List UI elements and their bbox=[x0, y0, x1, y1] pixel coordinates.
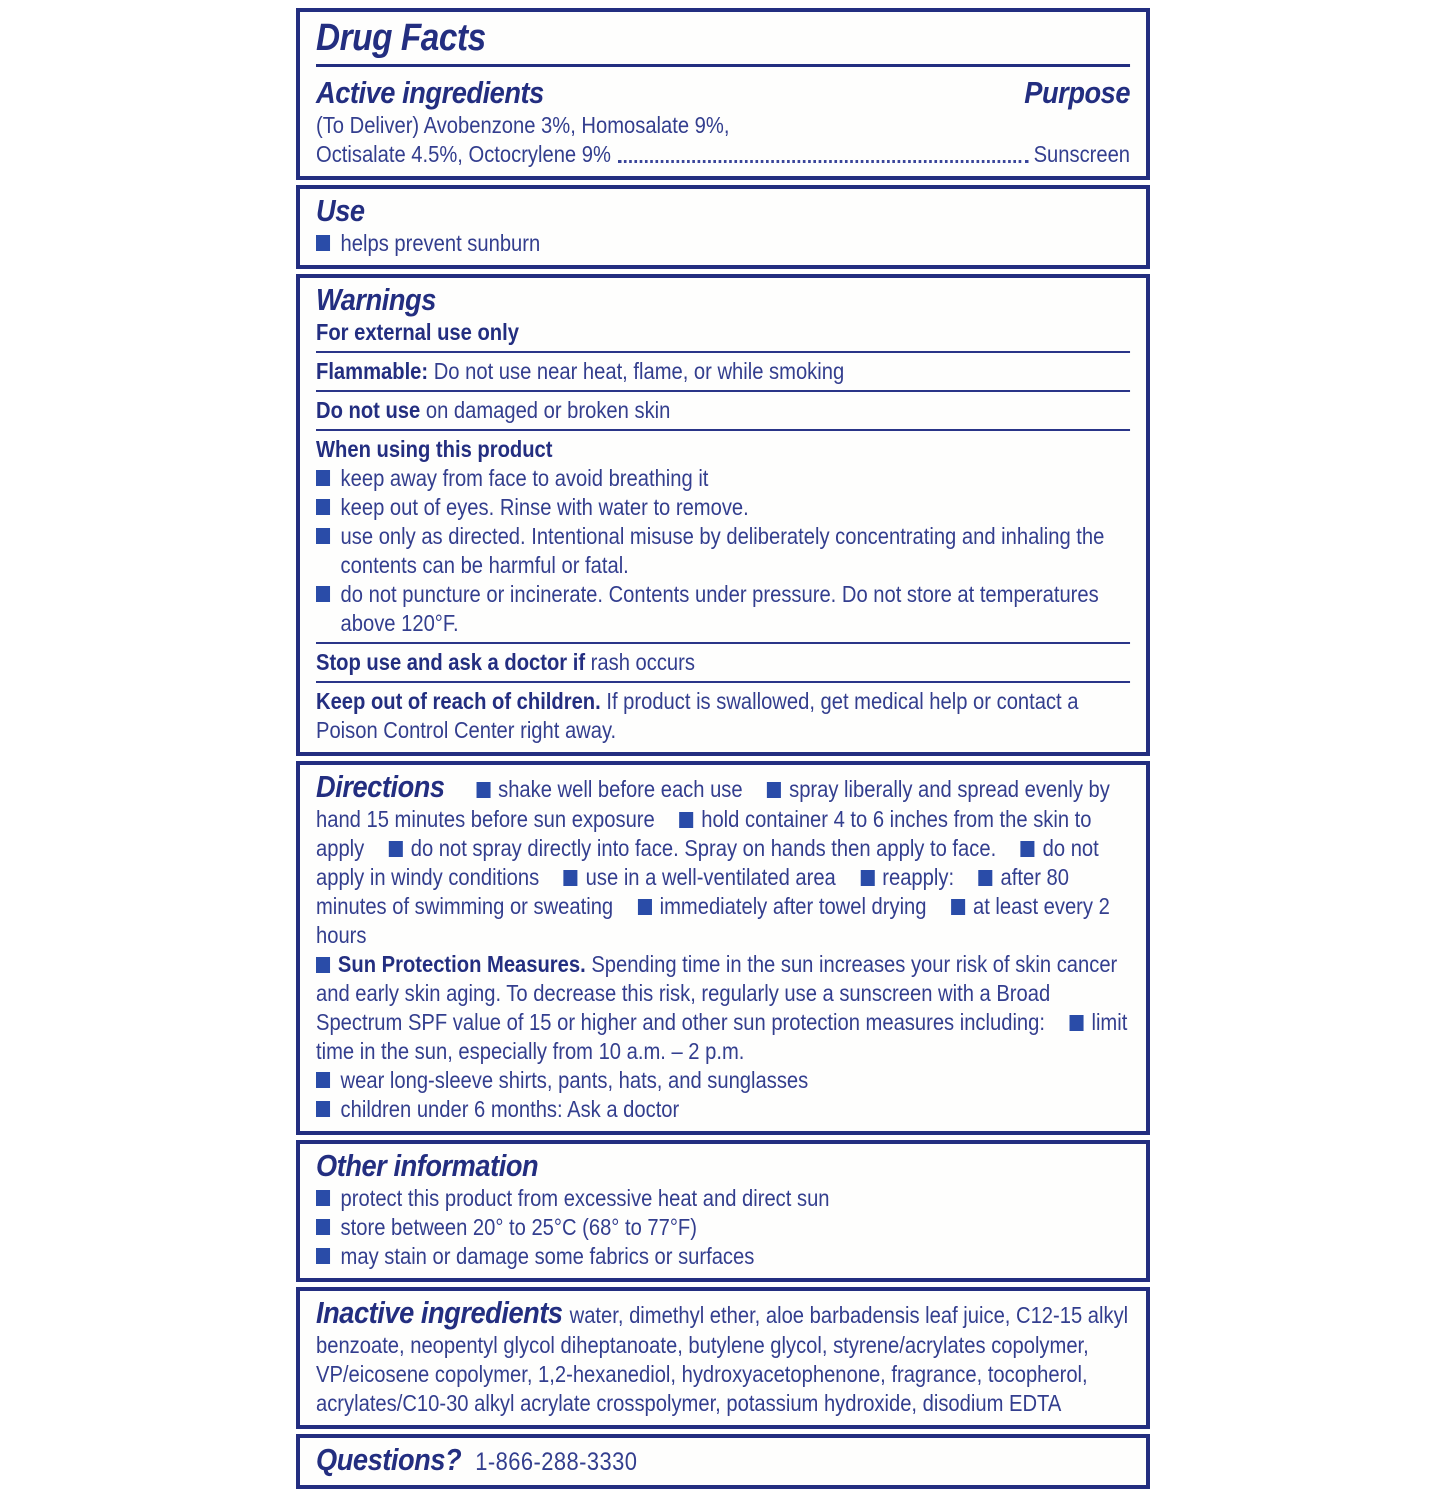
direction-item: shake well before each use bbox=[452, 776, 743, 802]
bullet-square-icon bbox=[1021, 841, 1035, 857]
flammable-bold: Flammable: bbox=[316, 358, 429, 384]
section-use bbox=[296, 185, 1150, 269]
bullet-square-icon bbox=[316, 528, 330, 544]
direction-item: do not spray directly into face. Spray on hands then apply to face. bbox=[364, 835, 996, 861]
sun-protection-bullet: wear long-sleeve shirts, pants, hats, and sunglasses bbox=[316, 1066, 1130, 1095]
warnings-heading: Warnings bbox=[316, 282, 436, 317]
do-not-use-text: on damaged or broken skin bbox=[420, 397, 671, 423]
bullet-square-icon bbox=[316, 1248, 330, 1264]
sun-protection-body: Spending time in the sun increases your risk of skin cancer and early skin aging. To decrease this risk, regularly use a sunscreen with a Broad Spectrum SPF value of 15 or higher and other sun protection measures including: bbox=[316, 951, 1118, 1035]
bullet-square-icon bbox=[979, 870, 993, 886]
active-ingredients-header-row bbox=[316, 74, 1130, 111]
section-divider bbox=[316, 351, 1130, 353]
section-divider bbox=[316, 681, 1130, 683]
bullet-square-icon bbox=[951, 899, 965, 915]
questions-phone-number: 1-866-288-3330 bbox=[475, 1448, 638, 1476]
other-information-heading: Other information bbox=[316, 1148, 539, 1183]
warning-bullet bbox=[316, 522, 1130, 580]
use-bullet-text: helps prevent sunburn bbox=[340, 230, 541, 256]
other-info-bullet: store between 20° to 25°C (68° to 77°F) bbox=[316, 1213, 1130, 1242]
directions-flow bbox=[316, 768, 1130, 950]
direction-item: limit time in the sun, especially from 10 a.m. – 2 p.m. bbox=[316, 1009, 1128, 1064]
direction-item: use in a well-ventilated area bbox=[539, 864, 836, 890]
bullet-square-icon bbox=[316, 1219, 330, 1235]
active-ingredients-line-1: (To Deliver) Avobenzone 3%, Homosalate 9%, bbox=[316, 112, 730, 138]
drug-facts-title: Drug Facts bbox=[316, 17, 486, 59]
title-divider bbox=[316, 64, 1130, 67]
section-divider bbox=[316, 642, 1130, 644]
do-not-use-line bbox=[316, 396, 1130, 425]
section-title-active bbox=[296, 8, 1150, 180]
bullet-square-icon bbox=[316, 586, 330, 602]
warning-bullet bbox=[316, 464, 1130, 493]
direction-item: immediately after towel drying bbox=[613, 893, 926, 919]
inactive-ingredients-heading: Inactive ingredients bbox=[316, 1295, 563, 1330]
stop-use-text: rash occurs bbox=[585, 649, 695, 675]
use-heading: Use bbox=[316, 193, 365, 228]
active-ingredients-line-2 bbox=[316, 140, 1130, 169]
direction-item: hold container 4 to 6 inches from the skin to apply bbox=[316, 806, 1092, 861]
questions-row bbox=[316, 1441, 1130, 1478]
keep-out-bold: Keep out of reach of children. bbox=[316, 688, 601, 714]
warning-bullet-text: do not puncture or incinerate. Contents under pressure. Do not store at temperatures above 120°F. bbox=[340, 581, 1099, 636]
active-ingredients-heading: Active ingredients bbox=[316, 75, 544, 110]
bullet-square-icon bbox=[564, 870, 578, 886]
section-divider bbox=[316, 390, 1130, 392]
direction-item: after 80 minutes of swimming or sweating bbox=[316, 864, 1069, 919]
do-not-use-bold: Do not use bbox=[316, 397, 421, 423]
purpose-heading: Purpose bbox=[1024, 75, 1131, 110]
warning-bullet bbox=[316, 493, 1130, 522]
flammable-text: Do not use near heat, flame, or while smoking bbox=[428, 358, 845, 384]
drug-facts-label bbox=[296, 8, 1150, 1494]
direction-item: do not apply in windy conditions bbox=[316, 835, 1099, 890]
keep-out-of-reach-text bbox=[316, 687, 1130, 745]
bullet-square-icon bbox=[316, 1072, 330, 1088]
bullet-square-icon bbox=[389, 841, 403, 857]
other-info-bullet: protect this product from excessive heat and direct sun bbox=[316, 1184, 1130, 1213]
bullet-square-icon bbox=[316, 957, 330, 973]
section-divider bbox=[316, 429, 1130, 431]
warning-bullet bbox=[316, 580, 1130, 638]
external-use-text: For external use only bbox=[316, 319, 519, 345]
direction-item: spray liberally and spread evenly by hand 15 minutes before sun exposure bbox=[316, 776, 1110, 832]
other-info-bullet: may stain or damage some fabrics or surfaces bbox=[316, 1242, 1130, 1271]
bullet-square-icon bbox=[767, 782, 781, 798]
section-warnings bbox=[296, 274, 1150, 756]
bullet-square-icon bbox=[1070, 1015, 1084, 1031]
warning-bullet-text: keep out of eyes. Rinse with water to remove. bbox=[340, 494, 749, 520]
bullet-square-icon bbox=[316, 235, 330, 251]
direction-item: at least every 2 hours bbox=[316, 893, 1110, 948]
stop-use-bold: Stop use and ask a doctor if bbox=[316, 649, 586, 675]
stop-use-line bbox=[316, 648, 1130, 677]
flammable-line bbox=[316, 357, 1130, 386]
warning-bullet-text: use only as directed. Intentional misuse by deliberately concentrating and inhaling the contents can be harmful or fatal. bbox=[340, 523, 1105, 578]
section-inactive-ingredients bbox=[296, 1287, 1150, 1429]
bullet-square-icon bbox=[679, 812, 693, 828]
sun-protection-text bbox=[316, 950, 1130, 1066]
use-bullet bbox=[316, 229, 1130, 258]
section-other-information bbox=[296, 1140, 1150, 1282]
directions-heading: Directions bbox=[316, 769, 445, 804]
keep-out-text: If product is swallowed, get medical help or contact a Poison Control Center right away. bbox=[316, 688, 1079, 743]
bullet-square-icon bbox=[860, 870, 874, 886]
sun-protection-bullet: children under 6 months: Ask a doctor bbox=[316, 1095, 1130, 1124]
bullet-square-icon bbox=[316, 1101, 330, 1117]
direction-item: reapply: bbox=[836, 864, 954, 890]
when-using-heading: When using this product bbox=[316, 436, 553, 462]
bullet-square-icon bbox=[476, 782, 490, 798]
bullet-square-icon bbox=[316, 470, 330, 486]
bullet-square-icon bbox=[316, 1190, 330, 1206]
warning-bullet-text: keep away from face to avoid breathing it bbox=[340, 465, 709, 491]
purpose-value: Sunscreen bbox=[1033, 141, 1131, 167]
section-questions bbox=[296, 1434, 1150, 1489]
active-ingredients-names: Octisalate 4.5%, Octocrylene 9% bbox=[316, 141, 611, 167]
bullet-square-icon bbox=[638, 899, 652, 915]
inactive-ingredients-paragraph bbox=[316, 1294, 1130, 1418]
questions-heading: Questions? bbox=[316, 1442, 462, 1477]
bullet-square-icon bbox=[316, 499, 330, 515]
dotted-leader bbox=[618, 160, 1028, 163]
section-directions bbox=[296, 761, 1150, 1135]
inactive-ingredients-text: water, dimethyl ether, aloe barbadensis leaf juice, C12-15 alkyl benzoate, neopentyl glycol diheptanoate, butylene glycol, styrene/acrylates copolymer, VP/eicosene copolymer, 1,2-hexanediol, hydroxyacetophenone, fragrance, tocopherol, acrylates/C10-30 alkyl acrylate crosspolymer, potassium hydroxide, disodium EDTA bbox=[316, 1302, 1129, 1416]
sun-protection-bold: Sun Protection Measures. bbox=[337, 951, 586, 977]
